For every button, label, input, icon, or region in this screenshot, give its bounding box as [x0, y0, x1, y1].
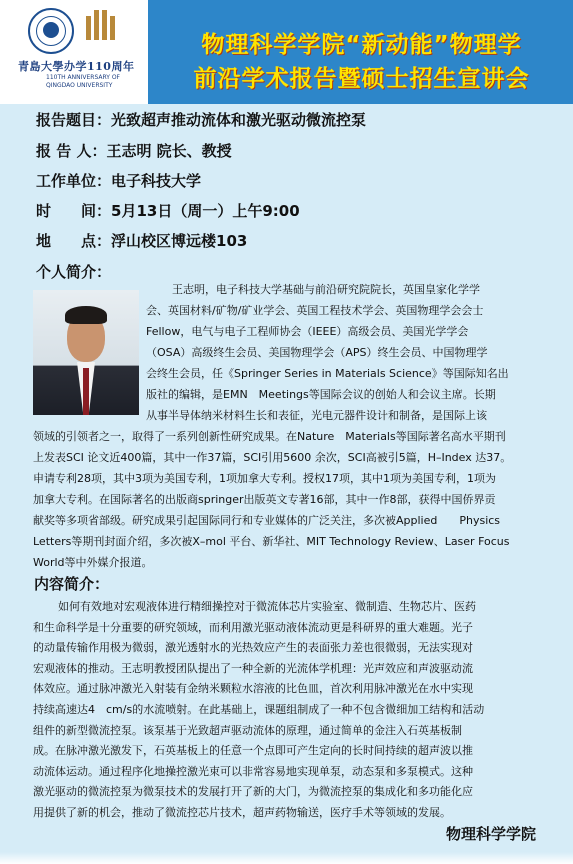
speaker-label: 报 告 人：: [36, 142, 107, 160]
intro-line: 用提供了新的机会，推动了微流控芯片技术，超声药物输送，医疗手术等领域的发展。: [33, 806, 451, 819]
intro-heading: 内容简介：: [34, 575, 110, 593]
bio-line: 会终生会员，任《Springer Series in Materials Science》等国际知名出: [146, 367, 509, 380]
intro-line: 激光驱动的微流控泵为微泵技术的发展打开了新的大门，为微流控泵的集成化和多功能化应: [33, 785, 473, 798]
topic-value: 光致超声推动流体和激光驱动微流控泵: [111, 111, 367, 129]
bio-heading: 个人简介：: [36, 263, 112, 281]
speaker-row: [36, 140, 232, 161]
speaker-value: 王志明 院长、教授: [106, 142, 232, 160]
intro-line: 和生命科学是十分重要的研究领域，而利用激光驱动液体流动更是科研界的重大难题。光子: [33, 621, 473, 634]
bio-line: 加拿大专利。在国际著名的出版商springer出版英文专著16部，其中一作8部，获得中国侨界贡: [33, 493, 496, 506]
school-name: 青島大學办学110周年: [18, 60, 135, 73]
topic-label: 报告题目：: [36, 111, 112, 129]
intro-line: 持续高速达4 cm/s的水流喷射。在此基础上，课题组制成了一种不包含微细加工结构和活动: [33, 703, 485, 716]
place-row: [36, 230, 247, 251]
bio-line: 申请专利28项，其中3项为美国专利，1项加拿大专利。授权17项，其中1项为美国专利，1项为: [33, 472, 496, 485]
org-label: 工作单位：: [36, 172, 112, 190]
bio-line: 领域的引领者之一，取得了一系列创新性研究成果。在Nature Materials等国际著名高水平期刊: [33, 430, 506, 443]
bio-line: 献奖等多项省部级。研究成果引起国际同行和专业媒体的广泛关注，多次被Applied Physics: [33, 514, 501, 527]
school-name-en: 110TH ANNIVERSARY OF QINGDAO UNIVERSITY: [46, 74, 121, 89]
org-row: [36, 170, 201, 191]
bio-line: 版社的编辑，是EMN Meetings等国际会议的创始人和会议主席。长期: [146, 388, 496, 401]
bio-line: 会、英国材料/矿物/矿业学会、英国工程技术学会、英国物理学会会士: [146, 304, 484, 317]
anniversary-logo-icon: [86, 10, 118, 40]
intro-line: 的动量传输作用极为微弱，激光透射水的光热效应产生的表面张力差也很微弱，无法实现对: [33, 641, 473, 654]
intro-line: 组件的新型微流控泵。该泵基于光致超声驱动流体的原理，通过简单的金注入石英基板制: [33, 724, 462, 737]
title-line-1: 物理科学学院“新动能”物理学: [201, 32, 522, 58]
org-value: 电子科技大学: [111, 172, 202, 190]
bio-line: Letters等期刊封面介绍，多次被X–mol 平台、新华社、MIT Technology Review、Laser Focus: [33, 535, 510, 548]
bio-line: World等中外媒介报道。: [33, 556, 153, 569]
time-row: [36, 200, 300, 221]
intro-line: 动流体运动。通过程序化地操控激光束可以非常容易地实现单泵，动态泵和多泵模式。这种: [33, 765, 473, 778]
bio-line: Fellow，电气与电子工程师协会（IEEE）高级会员、美国光学学会: [146, 325, 469, 338]
time-value: 5月13日（周一）上午9:00: [111, 202, 300, 220]
footer-org: 物理科学学院: [446, 825, 537, 843]
bio-line: （OSA）高级终生会员、美国物理学会（APS）终生会员、中国物理学: [146, 346, 488, 359]
bio-line: 从事半导体纳米材料生长和表征，光电元器件设计和制备，是国际上该: [146, 409, 487, 422]
topic-row: [36, 109, 366, 130]
intro-line: 宏观液体的推动。王志明教授团队提出了一种全新的光流体学机理：光声效应和声波驱动流: [33, 662, 473, 675]
place-label: 地 点：: [36, 232, 112, 250]
time-label: 时 间：: [36, 202, 112, 220]
header-banner: [0, 0, 573, 104]
place-value: 浮山校区博远楼103: [111, 232, 248, 250]
title-line-2: 前沿学术报告暨硕士招生宣讲会: [193, 66, 530, 92]
bottom-band: [0, 852, 573, 864]
university-seal-icon: [28, 8, 74, 54]
speaker-photo: [33, 290, 139, 415]
intro-line: 体效应。通过脉冲激光入射装有金纳米颗粒水溶液的比色皿，首次利用脉冲激光在水中实现: [33, 682, 473, 695]
intro-line: 成。在脉冲激光激发下，石英基板上的任意一个点即可产生定向的长时间持续的超声波以推: [33, 744, 473, 757]
bio-line: 上发表SCI 论文近400篇，其中一作37篇，SCI引用5600 余次，SCI高被引5篇，H–Index 达37。: [33, 451, 512, 464]
logo-panel: [0, 0, 148, 104]
intro-line: 如何有效地对宏观液体进行精细操控对于微流体芯片实验室、微制造、生物芯片、医药: [58, 600, 476, 613]
bio-line: 王志明，电子科技大学基础与前沿研究院院长，英国皇家化学学: [172, 283, 480, 296]
